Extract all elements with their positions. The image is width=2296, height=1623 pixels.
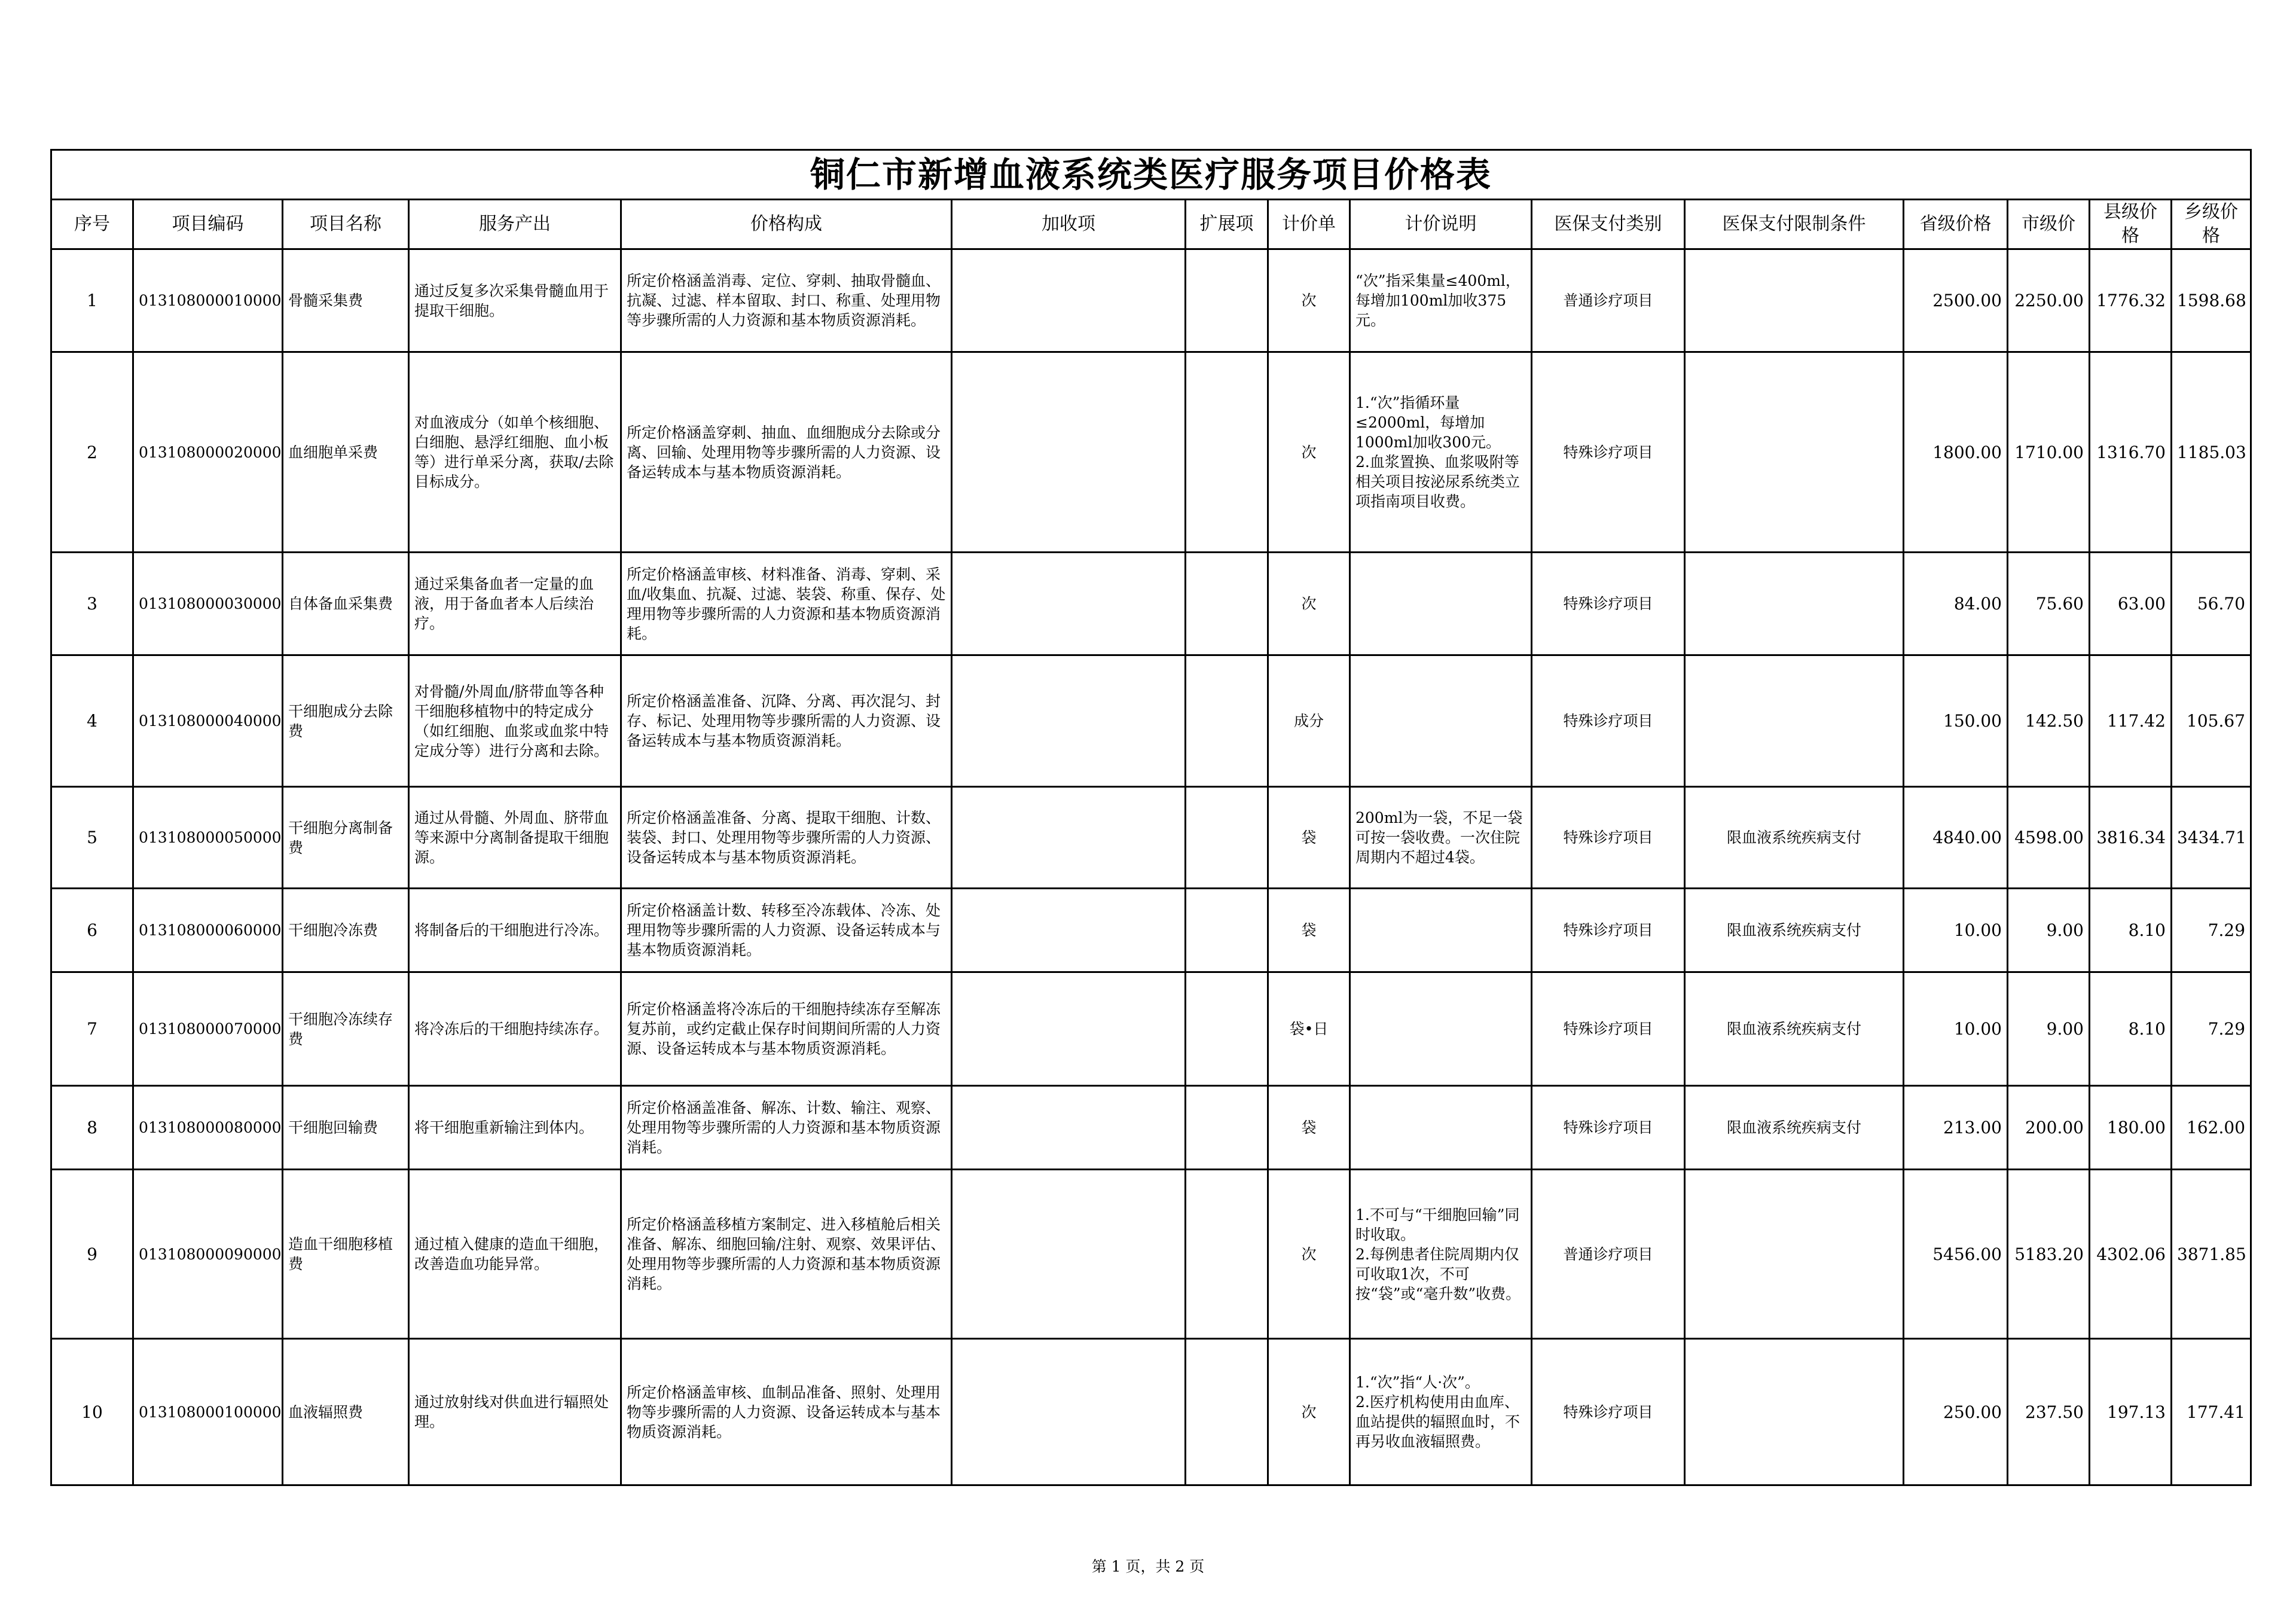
row-township-price: 3434.71 — [2172, 787, 2251, 889]
row-city-price: 4598.00 — [2008, 787, 2090, 889]
row-unit: 次 — [1268, 1339, 1350, 1485]
row-township-price: 56.70 — [2172, 553, 2251, 655]
table-row — [51, 249, 2251, 352]
row-output: 对血液成分（如单个核细胞、白细胞、悬浮红细胞、血小板等）进行单采分离，获取/去除目标成分。 — [409, 352, 621, 553]
row-output: 对骨髓/外周血/脐带血等各种干细胞移植物中的特定成分（如红细胞、血浆或血浆中特定成分等）进行分离和去除。 — [409, 655, 621, 787]
table-body — [51, 249, 2251, 1485]
row-insurance-type: 特殊诊疗项目 — [1532, 553, 1685, 655]
row-code: 013108000070000 — [133, 972, 283, 1086]
column-header: 价格构成 — [621, 200, 952, 249]
column-header: 序号 — [51, 200, 133, 249]
row-code: 013108000090000 — [133, 1170, 283, 1339]
row-provincial-price: 4840.00 — [1904, 787, 2008, 889]
row-extension — [1186, 787, 1268, 889]
row-township-price: 177.41 — [2172, 1339, 2251, 1485]
row-provincial-price: 10.00 — [1904, 972, 2008, 1086]
row-provincial-price: 84.00 — [1904, 553, 2008, 655]
row-pricing-note — [1350, 655, 1532, 787]
row-price-composition: 所定价格涵盖准备、沉降、分离、再次混匀、封存、标记、处理用物等步骤所需的人力资源、设备运转成本与基本物质资源消耗。 — [621, 655, 952, 787]
row-insurance-type: 特殊诊疗项目 — [1532, 1339, 1685, 1485]
row-seq: 4 — [51, 655, 133, 787]
row-code: 013108000030000 — [133, 553, 283, 655]
row-code: 013108000040000 — [133, 655, 283, 787]
row-surcharge — [952, 972, 1186, 1086]
table-row — [51, 553, 2251, 655]
row-output: 将干细胞重新输注到体内。 — [409, 1086, 621, 1170]
row-price-composition: 所定价格涵盖移植方案制定、进入移植舱后相关准备、解冻、细胞回输/注射、观察、效果评估、处理用物等步骤所需的人力资源和基本物质资源消耗。 — [621, 1170, 952, 1339]
row-surcharge — [952, 1339, 1186, 1485]
row-pricing-note: 1.不可与“干细胞回输”同时收取。 2.每例患者住院周期内仅可收取1次，不可按“袋”或“毫升数”收费。 — [1350, 1170, 1532, 1339]
row-unit: 袋 — [1268, 889, 1350, 972]
row-code: 013108000100000 — [133, 1339, 283, 1485]
row-surcharge — [952, 1086, 1186, 1170]
row-insurance-limit — [1685, 553, 1904, 655]
row-insurance-type: 特殊诊疗项目 — [1532, 972, 1685, 1086]
column-header: 医保支付限制条件 — [1685, 200, 1904, 249]
column-header: 项目编码 — [133, 200, 283, 249]
row-seq: 8 — [51, 1086, 133, 1170]
row-provincial-price: 2500.00 — [1904, 249, 2008, 352]
row-price-composition: 所定价格涵盖消毒、定位、穿刺、抽取骨髓血、抗凝、过滤、样本留取、封口、称重、处理用物等步骤所需的人力资源和基本物质资源消耗。 — [621, 249, 952, 352]
column-header: 省级价格 — [1904, 200, 2008, 249]
row-county-price: 4302.06 — [2090, 1170, 2172, 1339]
row-extension — [1186, 889, 1268, 972]
row-seq: 2 — [51, 352, 133, 553]
row-surcharge — [952, 249, 1186, 352]
row-seq: 10 — [51, 1339, 133, 1485]
row-city-price: 9.00 — [2008, 889, 2090, 972]
row-surcharge — [952, 655, 1186, 787]
row-item-name: 血细胞单采费 — [283, 352, 409, 553]
row-provincial-price: 213.00 — [1904, 1086, 2008, 1170]
row-code: 013108000060000 — [133, 889, 283, 972]
row-unit: 袋 — [1268, 1086, 1350, 1170]
row-insurance-type: 普通诊疗项目 — [1532, 249, 1685, 352]
row-code: 013108000010000 — [133, 249, 283, 352]
price-table — [50, 149, 2252, 1486]
table-row — [51, 787, 2251, 889]
table-row — [51, 655, 2251, 787]
row-extension — [1186, 352, 1268, 553]
row-output: 通过采集备血者一定量的血液，用于备血者本人后续治疗。 — [409, 553, 621, 655]
row-city-price: 142.50 — [2008, 655, 2090, 787]
row-provincial-price: 5456.00 — [1904, 1170, 2008, 1339]
row-code: 013108000050000 — [133, 787, 283, 889]
row-county-price: 8.10 — [2090, 889, 2172, 972]
row-city-price: 2250.00 — [2008, 249, 2090, 352]
row-price-composition: 所定价格涵盖审核、血制品准备、照射、处理用物等步骤所需的人力资源、设备运转成本与基本物质资源消耗。 — [621, 1339, 952, 1485]
row-price-composition: 所定价格涵盖将冷冻后的干细胞持续冻存至解冻复苏前，或约定截止保存时间期间所需的人力资源、设备运转成本与基本物质资源消耗。 — [621, 972, 952, 1086]
row-surcharge — [952, 352, 1186, 553]
row-code: 013108000080000 — [133, 1086, 283, 1170]
row-item-name: 自体备血采集费 — [283, 553, 409, 655]
table-row — [51, 1339, 2251, 1485]
row-insurance-limit: 限血液系统疾病支付 — [1685, 972, 1904, 1086]
row-insurance-type: 特殊诊疗项目 — [1532, 889, 1685, 972]
row-item-name: 干细胞成分去除费 — [283, 655, 409, 787]
row-output: 通过植入健康的造血干细胞，改善造血功能异常。 — [409, 1170, 621, 1339]
row-city-price: 200.00 — [2008, 1086, 2090, 1170]
row-insurance-limit: 限血液系统疾病支付 — [1685, 1086, 1904, 1170]
row-extension — [1186, 655, 1268, 787]
row-unit: 次 — [1268, 553, 1350, 655]
column-header: 县级价格 — [2090, 200, 2172, 249]
table-row — [51, 972, 2251, 1086]
row-township-price: 162.00 — [2172, 1086, 2251, 1170]
row-insurance-limit — [1685, 655, 1904, 787]
row-township-price: 7.29 — [2172, 889, 2251, 972]
row-provincial-price: 150.00 — [1904, 655, 2008, 787]
row-insurance-limit: 限血液系统疾病支付 — [1685, 889, 1904, 972]
row-item-name: 干细胞冷冻费 — [283, 889, 409, 972]
row-county-price: 8.10 — [2090, 972, 2172, 1086]
table-row — [51, 889, 2251, 972]
row-pricing-note — [1350, 553, 1532, 655]
column-header: 计价单 — [1268, 200, 1350, 249]
title-row — [51, 150, 2251, 200]
column-header: 扩展项 — [1186, 200, 1268, 249]
row-surcharge — [952, 787, 1186, 889]
row-item-name: 血液辐照费 — [283, 1339, 409, 1485]
row-insurance-limit — [1685, 1339, 1904, 1485]
row-item-name: 造血干细胞移植费 — [283, 1170, 409, 1339]
row-township-price: 7.29 — [2172, 972, 2251, 1086]
row-city-price: 75.60 — [2008, 553, 2090, 655]
column-header: 乡级价格 — [2172, 200, 2251, 249]
row-output: 将冷冻后的干细胞持续冻存。 — [409, 972, 621, 1086]
row-seq: 7 — [51, 972, 133, 1086]
row-township-price: 1598.68 — [2172, 249, 2251, 352]
row-insurance-type: 特殊诊疗项目 — [1532, 1086, 1685, 1170]
row-extension — [1186, 972, 1268, 1086]
row-county-price: 117.42 — [2090, 655, 2172, 787]
row-item-name: 干细胞回输费 — [283, 1086, 409, 1170]
row-output: 将制备后的干细胞进行冷冻。 — [409, 889, 621, 972]
table-title: 铜仁市新增血液系统类医疗服务项目价格表 — [51, 150, 2251, 200]
row-price-composition: 所定价格涵盖审核、材料准备、消毒、穿刺、采血/收集血、抗凝、过滤、装袋、称重、保存、处理用物等步骤所需的人力资源和基本物质资源消耗。 — [621, 553, 952, 655]
row-seq: 9 — [51, 1170, 133, 1339]
row-price-composition: 所定价格涵盖准备、分离、提取干细胞、计数、装袋、封口、处理用物等步骤所需的人力资源、设备运转成本与基本物质资源消耗。 — [621, 787, 952, 889]
row-insurance-limit — [1685, 249, 1904, 352]
row-township-price: 1185.03 — [2172, 352, 2251, 553]
row-output: 通过反复多次采集骨髓血用于提取干细胞。 — [409, 249, 621, 352]
row-city-price: 237.50 — [2008, 1339, 2090, 1485]
row-code: 013108000020000 — [133, 352, 283, 553]
row-item-name: 干细胞分离制备费 — [283, 787, 409, 889]
column-header: 加收项 — [952, 200, 1186, 249]
row-insurance-type: 特殊诊疗项目 — [1532, 655, 1685, 787]
column-header: 计价说明 — [1350, 200, 1532, 249]
row-city-price: 5183.20 — [2008, 1170, 2090, 1339]
row-price-composition: 所定价格涵盖准备、解冻、计数、输注、观察、处理用物等步骤所需的人力资源和基本物质资源消耗。 — [621, 1086, 952, 1170]
row-pricing-note: 1.“次”指“人·次”。 2.医疗机构使用由血库、血站提供的辐照血时，不再另收血液辐照费。 — [1350, 1339, 1532, 1485]
row-item-name: 骨髓采集费 — [283, 249, 409, 352]
row-item-name: 干细胞冷冻续存费 — [283, 972, 409, 1086]
row-provincial-price: 10.00 — [1904, 889, 2008, 972]
row-provincial-price: 1800.00 — [1904, 352, 2008, 553]
row-insurance-limit — [1685, 352, 1904, 553]
price-table-sheet — [50, 149, 2250, 1486]
row-insurance-limit: 限血液系统疾病支付 — [1685, 787, 1904, 889]
row-pricing-note: “次”指采集量≤400ml，每增加100ml加收375元。 — [1350, 249, 1532, 352]
row-extension — [1186, 1339, 1268, 1485]
row-city-price: 1710.00 — [2008, 352, 2090, 553]
row-pricing-note: 1.“次”指循环量≤2000ml，每增加1000ml加收300元。 2.血浆置换、血浆吸附等相关项目按泌尿系统类立项指南项目收费。 — [1350, 352, 1532, 553]
row-pricing-note — [1350, 972, 1532, 1086]
row-pricing-note: 200ml为一袋，不足一袋可按一袋收费。一次住院周期内不超过4袋。 — [1350, 787, 1532, 889]
row-unit: 次 — [1268, 1170, 1350, 1339]
row-output: 通过放射线对供血进行辐照处理。 — [409, 1339, 621, 1485]
row-provincial-price: 250.00 — [1904, 1339, 2008, 1485]
row-insurance-limit — [1685, 1170, 1904, 1339]
row-insurance-type: 普通诊疗项目 — [1532, 1170, 1685, 1339]
row-county-price: 180.00 — [2090, 1086, 2172, 1170]
table-row — [51, 1170, 2251, 1339]
page-footer: 第 1 页，共 2 页 — [1091, 1558, 1205, 1575]
row-output: 通过从骨髓、外周血、脐带血等来源中分离制备提取干细胞源。 — [409, 787, 621, 889]
row-price-composition: 所定价格涵盖穿刺、抽血、血细胞成分去除或分离、回输、处理用物等步骤所需的人力资源、设备运转成本与基本物质资源消耗。 — [621, 352, 952, 553]
row-extension — [1186, 1086, 1268, 1170]
row-pricing-note — [1350, 1086, 1532, 1170]
row-township-price: 105.67 — [2172, 655, 2251, 787]
row-extension — [1186, 553, 1268, 655]
row-unit: 袋•日 — [1268, 972, 1350, 1086]
row-seq: 1 — [51, 249, 133, 352]
row-unit: 成分 — [1268, 655, 1350, 787]
column-header: 服务产出 — [409, 200, 621, 249]
row-seq: 5 — [51, 787, 133, 889]
row-county-price: 1776.32 — [2090, 249, 2172, 352]
row-township-price: 3871.85 — [2172, 1170, 2251, 1339]
row-surcharge — [952, 889, 1186, 972]
row-county-price: 1316.70 — [2090, 352, 2172, 553]
row-insurance-type: 特殊诊疗项目 — [1532, 787, 1685, 889]
row-price-composition: 所定价格涵盖计数、转移至冷冻载体、冷冻、处理用物等步骤所需的人力资源、设备运转成本与基本物质资源消耗。 — [621, 889, 952, 972]
row-city-price: 9.00 — [2008, 972, 2090, 1086]
table-row — [51, 352, 2251, 553]
row-surcharge — [952, 1170, 1186, 1339]
row-seq: 3 — [51, 553, 133, 655]
row-pricing-note — [1350, 889, 1532, 972]
column-header: 项目名称 — [283, 200, 409, 249]
row-unit: 次 — [1268, 249, 1350, 352]
row-insurance-type: 特殊诊疗项目 — [1532, 352, 1685, 553]
row-seq: 6 — [51, 889, 133, 972]
column-header: 市级价 — [2008, 200, 2090, 249]
header-row — [51, 200, 2251, 249]
column-header: 医保支付类别 — [1532, 200, 1685, 249]
row-county-price: 3816.34 — [2090, 787, 2172, 889]
row-county-price: 63.00 — [2090, 553, 2172, 655]
row-county-price: 197.13 — [2090, 1339, 2172, 1485]
row-unit: 袋 — [1268, 787, 1350, 889]
row-unit: 次 — [1268, 352, 1350, 553]
row-extension — [1186, 1170, 1268, 1339]
row-extension — [1186, 249, 1268, 352]
table-row — [51, 1086, 2251, 1170]
row-surcharge — [952, 553, 1186, 655]
